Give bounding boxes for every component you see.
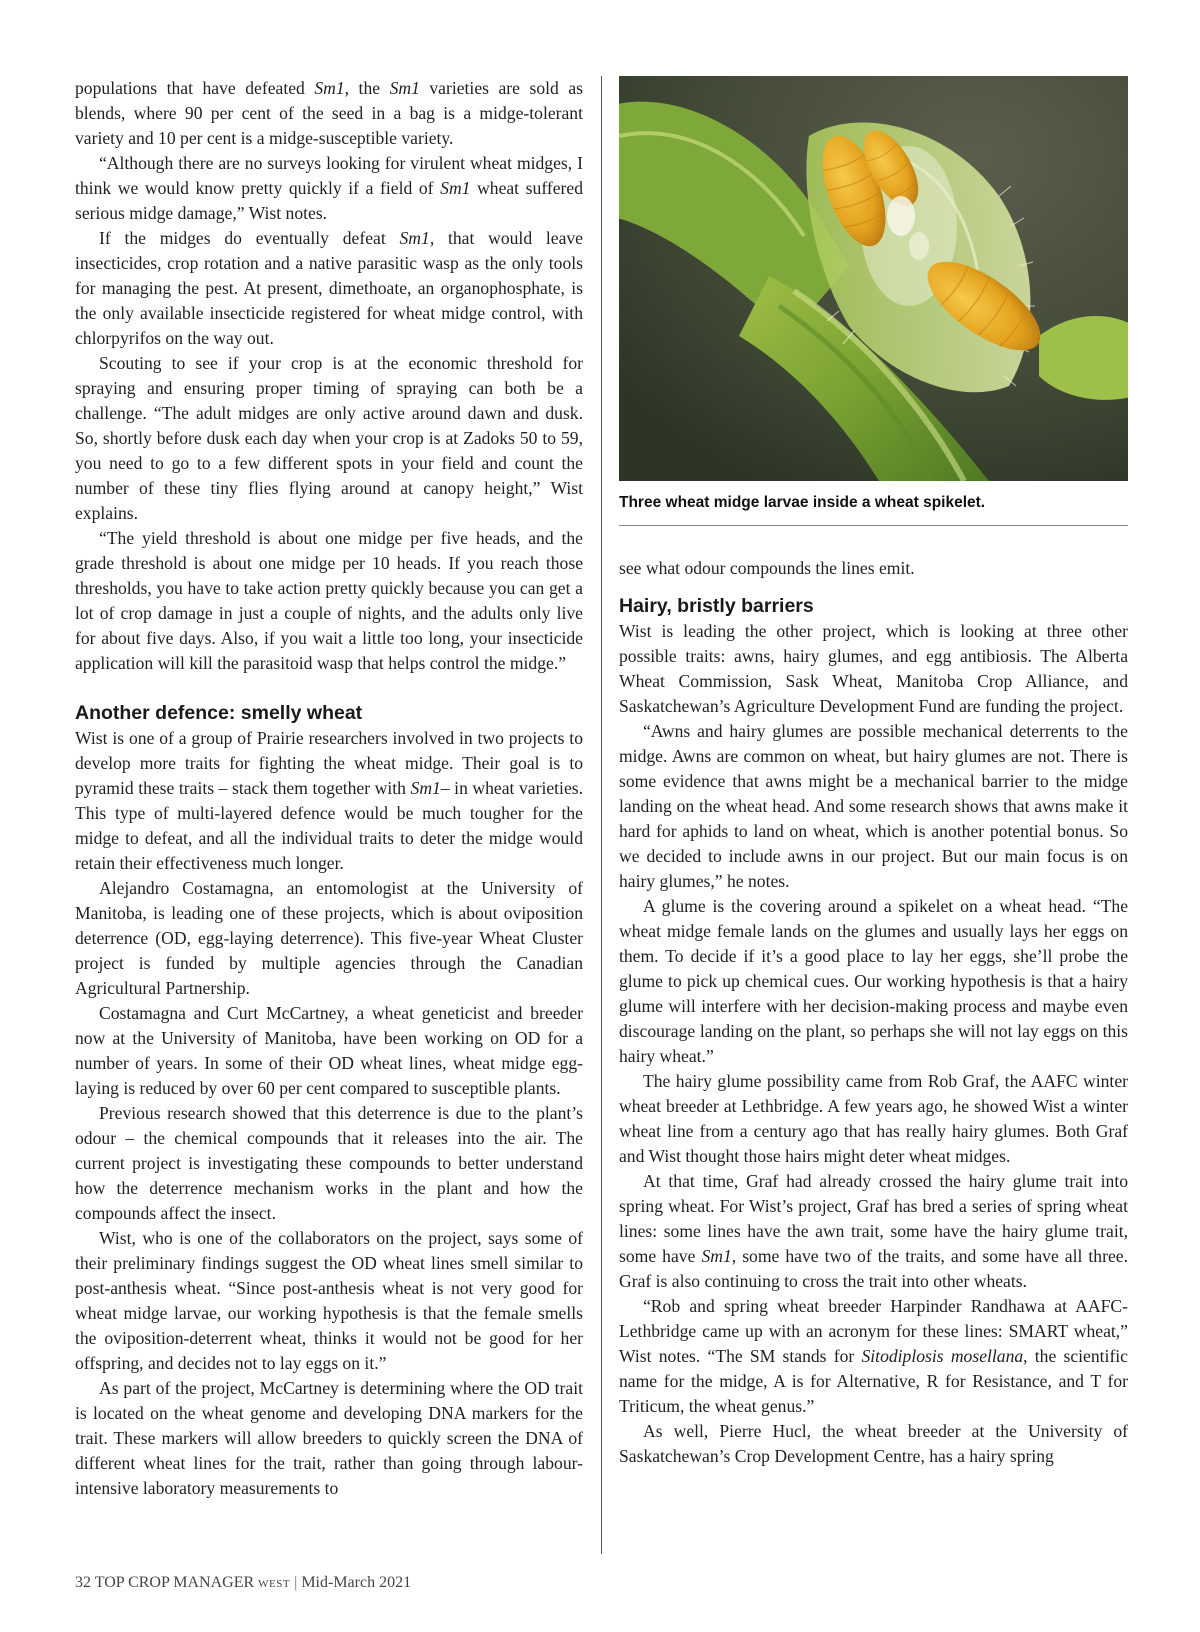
column-divider xyxy=(601,76,602,1554)
photo-figure xyxy=(619,76,1128,526)
paragraph-p2: “Although there are no surveys looking for virulent wheat midges, I think we would know pretty quickly if a field of Sm1 wheat suffered serious midge damage,” Wist notes. xyxy=(75,153,584,223)
paragraph-p9: Previous research showed that this deterrence is due to the plant’s odour – the chemical compounds that it releases into the air. The current project is investigating these compounds to better understand how the deterrence mechanism works in the plant and how the compounds affect the insect. xyxy=(75,1103,583,1223)
paragraph-r7: “Rob and spring wheat breeder Harpinder Randhawa at AAFC-Lethbridge came up with an acronym for these lines: SMART wheat,” Wist notes. “The SM stands for Sitodiplosis mosellana, the scientific name for the midge, A is for Alternative, R for Resistance, and T for Triticum, the wheat genus.” xyxy=(619,1296,1128,1416)
paragraph-p11: As part of the project, McCartney is determining where the OD trait is located on the wheat genome and developing DNA markers for the trait. These markers will allow breeders to quickly screen the DNA of different wheat lines for the trait, rather than going through labour-intensive laboratory measurements to xyxy=(75,1378,583,1498)
footer-separator: | xyxy=(294,1574,298,1591)
paragraph-p1: populations that have defeated Sm1, the Sm1 varieties are sold as blends, where 90 per cent of the seed in a bag is a midge-tolerant variety and 10 per cent is a midge-susceptible variety. xyxy=(75,78,583,148)
paragraph-p5: “The yield threshold is about one midge per five heads, and the grade threshold is about one midge per 10 heads. If you reach those thresholds, you have to take action pretty quickly because you can get a lot of crop damage in just a couple of nights, and the adults only live for about five days. Also, if you wait a little too long, your insecticide application will kill the parasitoid wasp that helps control the midge.” xyxy=(75,528,583,673)
subheading-hairy-bristly-barriers: Hairy, bristly barriers xyxy=(619,595,814,617)
paragraph-p8: Costamagna and Curt McCartney, a wheat geneticist and breeder now at the University of Manitoba, have been working on OD for a number of years. In some of their OD wheat lines, wheat midge egg-laying is reduced by over 60 per cent compared to susceptible plants. xyxy=(75,1003,583,1098)
left-paragraphs-top xyxy=(75,76,583,676)
paragraph-p6: Wist is one of a group of Prairie researchers involved in two projects to develop more traits for fighting the wheat midge. Their goal is to pyramid these traits – stack them together with Sm1– in wheat varieties. This type of multi-layered defence would be much tougher for the midge to defeat, and all the individual traits to deter the midge would retain their effectiveness much longer. xyxy=(75,728,583,873)
page-footer xyxy=(75,1574,411,1592)
paragraph-r8: As well, Pierre Hucl, the wheat breeder at the University of Saskatchewan’s Crop Development Centre, has a hairy spring xyxy=(619,1421,1128,1466)
paragraph-r3: “Awns and hairy glumes are possible mechanical deterrents to the midge. Awns are common on wheat, but hairy glumes are not. There is some evidence that awns might be a mechanical barrier to the midge landing on the wheat head. And some research shows that awns make it hard for aphids to land on wheat, which is another potential bonus. So we decided to include awns in our project. But our main focus is on hairy glumes,” he notes. xyxy=(619,721,1128,891)
paragraph-p7: Alejandro Costamagna, an entomologist at the University of Manitoba, is leading one of these projects, which is about oviposition deterrence (OD, egg-laying deterrence). This five-year Wheat Cluster project is funded by multiple agencies through the Canadian Agricultural Partnership. xyxy=(75,878,583,998)
right-paragraphs-top xyxy=(619,556,1128,581)
subheading-smelly-wheat: Another defence: smelly wheat xyxy=(75,702,363,724)
left-column xyxy=(75,76,583,1501)
issue-date: Mid-March 2021 xyxy=(301,1574,412,1591)
publication-name: TOP CROP MANAGER xyxy=(94,1574,255,1591)
wheat-midge-larvae-photo xyxy=(619,76,1128,481)
left-paragraphs-bottom xyxy=(75,726,583,1501)
caption-rule xyxy=(619,525,1128,526)
paragraph-p4: Scouting to see if your crop is at the economic threshold for spraying and ensuring proper timing of spraying can both be a challenge. “The adult midges are only active around dawn and dusk. So, shortly before dusk each day when your crop is at Zadoks 50 to 59, you need to go to a few different spots in your field and count the number of these tiny flies flying around at canopy height,” Wist explains. xyxy=(75,353,583,523)
right-paragraphs-bottom xyxy=(619,619,1128,1469)
paragraph-r6: At that time, Graf had already crossed the hairy glume trait into spring wheat. For Wist’s project, Graf has bred a series of spring wheat lines: some lines have the awn trait, some have the hairy glume trait, some have Sm1, some have two of the traits, and some have all three. Graf is also continuing to cross the trait into other wheats. xyxy=(619,1171,1128,1291)
page-number: 32 xyxy=(75,1574,91,1591)
paragraph-r5: The hairy glume possibility came from Rob Graf, the AAFC winter wheat breeder at Lethbridge. A few years ago, he showed Wist a winter wheat line from a century ago that has really hairy glumes. Both Graf and Wist thought those hairs might deter wheat midges. xyxy=(619,1071,1128,1166)
photo-caption: Three wheat midge larvae inside a wheat spikelet. xyxy=(619,494,986,511)
publication-edition: WEST xyxy=(258,1578,291,1590)
right-column xyxy=(619,76,1128,1469)
paragraph-r2: Wist is leading the other project, which is looking at three other possible traits: awns, hairy glumes, and egg antibiosis. The Alberta Wheat Commission, Sask Wheat, Manitoba Crop Alliance, and Saskatchewan’s Agriculture Development Fund are funding the project. xyxy=(619,621,1128,716)
paragraph-r1: see what odour compounds the lines emit. xyxy=(619,558,915,578)
paragraph-p10: Wist, who is one of the collaborators on the project, says some of their preliminary findings suggest the OD wheat lines smell similar to post-anthesis wheat. “Since post-anthesis wheat is not very good for wheat midge larvae, our working hypothesis is that the female smells the oviposition-deterrent wheat, thinks it would not be good for her offspring, and decides not to lay eggs on it.” xyxy=(75,1228,583,1373)
paragraph-r4: A glume is the covering around a spikelet on a wheat head. “The wheat midge female lands on the glumes and usually lays her eggs on them. To decide if it’s a good place to lay her eggs, she’ll probe the glume to pick up chemical cues. Our working hypothesis is that a hairy glume will interfere with her decision-making process and maybe even discourage landing on the plant, so perhaps she will not lay eggs on this hairy wheat.” xyxy=(619,896,1128,1066)
paragraph-p3: If the midges do eventually defeat Sm1, that would leave insecticides, crop rotation and a native parasitic wasp as the only tools for managing the pest. At present, dimethoate, an organophosphate, is the only available insecticide registered for wheat midge control, with chlorpyrifos on the way out. xyxy=(75,228,583,348)
